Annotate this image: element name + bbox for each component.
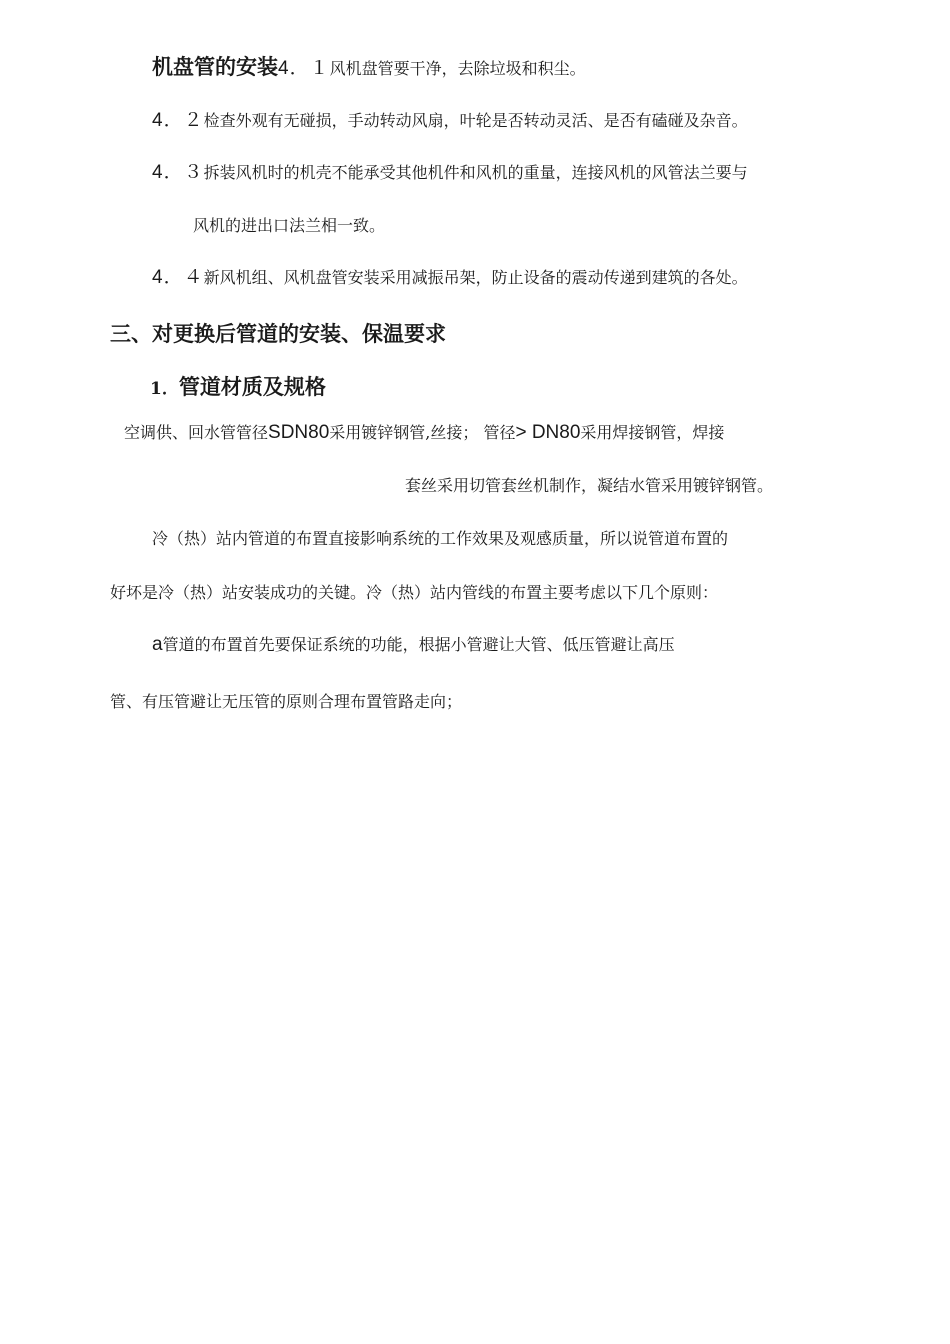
material-line-1 bbox=[124, 422, 724, 444]
item-text: 风机盘管要干净，去除垃圾和积尘。 bbox=[329, 59, 586, 78]
material-spec: SDN80 bbox=[268, 422, 330, 443]
subsection-number: 1． bbox=[150, 379, 179, 399]
material-spec: > DN80 bbox=[515, 422, 581, 443]
item-number: 4．３ bbox=[152, 162, 204, 183]
item-4-2 bbox=[152, 110, 748, 132]
material-text: 采用焊接钢管，焊接 bbox=[580, 423, 725, 442]
item-text: 新风机组、风机盘管安装采用减振吊架，防止设备的震动传递到建筑的各处。 bbox=[203, 268, 748, 287]
item-4-3-continuation: 风机的进出口法兰相一致。 bbox=[193, 216, 386, 235]
item-text: 检查外观有无碰损，手动转动风扇，叶轮是否转动灵活、是否有磕碰及杂音。 bbox=[203, 111, 748, 130]
item-number: 4．２ bbox=[152, 110, 204, 131]
item-number: 4．４ bbox=[152, 267, 204, 288]
paragraph-line-1: 冷（热）站内管道的布置直接影响系统的工作效果及观感质量，所以说管道布置的 bbox=[152, 529, 729, 548]
item-heading: 机盘管的安装 bbox=[152, 55, 278, 79]
item-4-1 bbox=[152, 56, 586, 80]
material-line-2: 套丝采用切管套丝机制作，凝结水管采用镀锌钢管。 bbox=[405, 476, 774, 495]
subsection-label: 管道材质及规格 bbox=[178, 375, 326, 399]
material-text: 采用镀锌钢管,丝接； 管径 bbox=[329, 423, 516, 442]
principle-a-line-2: 管、有压管避让无压管的原则合理布置管路走向； bbox=[110, 692, 463, 711]
item-text: 拆装风机时的机壳不能承受其他机件和风机的重量，连接风机的风管法兰要与 bbox=[203, 163, 748, 182]
section-title: 三、对更换后管道的安装、保温要求 bbox=[110, 322, 446, 346]
principle-text: 管道的布置首先要保证系统的功能，根据小管避让大管、低压管避让高压 bbox=[162, 635, 675, 654]
principle-a-line-1 bbox=[152, 634, 675, 656]
item-number: 4．１ bbox=[278, 58, 330, 79]
principle-label: a bbox=[152, 634, 163, 655]
material-text: 空调供、回水管管径 bbox=[124, 423, 269, 442]
item-4-3 bbox=[152, 162, 748, 184]
item-4-4 bbox=[152, 267, 748, 289]
subsection-title bbox=[150, 374, 326, 402]
paragraph-line-2: 好坏是冷（热）站安装成功的关键。冷（热）站内管线的布置主要考虑以下几个原则： bbox=[110, 583, 719, 602]
